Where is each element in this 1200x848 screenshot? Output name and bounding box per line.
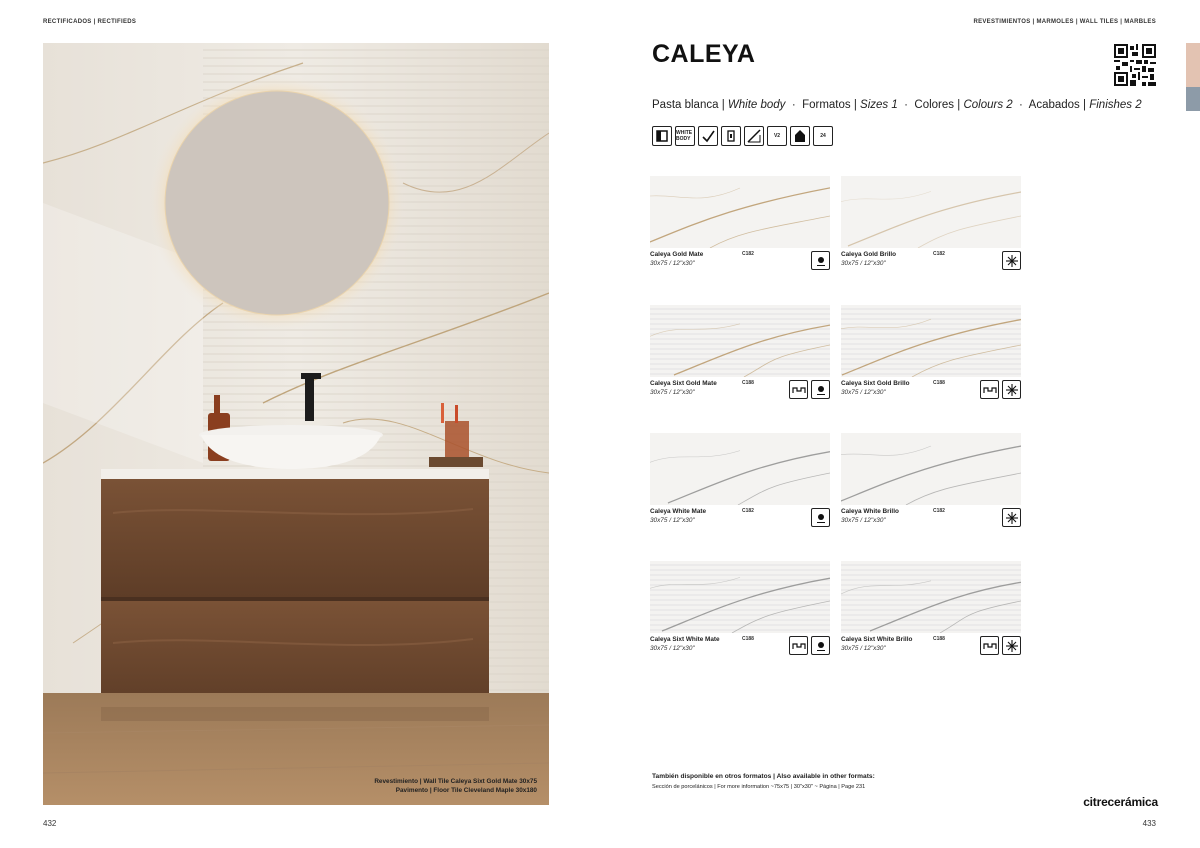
gloss-finish-icon xyxy=(1002,251,1021,270)
spec-icons-row xyxy=(652,126,833,146)
tile-card[interactable] xyxy=(650,305,830,406)
spec-finishes-en: Finishes 2 xyxy=(1089,99,1142,111)
tile-swatch xyxy=(650,176,830,248)
tile-meta xyxy=(650,508,830,534)
tile-card[interactable] xyxy=(841,176,1021,277)
tile-code: C182 xyxy=(933,508,945,514)
availability-note xyxy=(652,771,875,793)
tile-swatch xyxy=(650,561,830,633)
photo-caption xyxy=(374,778,537,795)
running-header-right: REVESTIMIENTOS | MARMOLES | WALL TILES | MARBLES xyxy=(973,19,1156,25)
tile-size: 30x75 / 12"x30" xyxy=(650,645,695,652)
section-tab-blue xyxy=(1186,87,1200,111)
tile-card[interactable] xyxy=(650,561,830,662)
tile-card[interactable] xyxy=(841,433,1021,534)
tile-code: C182 xyxy=(742,508,754,514)
tile-name: Caleya Sixt Gold Brillo xyxy=(841,380,910,387)
tile-meta xyxy=(650,251,830,277)
tile-meta xyxy=(841,636,1021,662)
relief-icon xyxy=(980,636,999,655)
relief-icon xyxy=(980,380,999,399)
bathroom-scene xyxy=(43,43,549,805)
tile-swatch xyxy=(841,305,1021,377)
running-header-left: RECTIFICADOS | RECTIFIEDS xyxy=(43,19,137,25)
brand-logo: citrecerámica xyxy=(1083,795,1158,809)
tile-code: C182 xyxy=(742,251,754,257)
tile-badges xyxy=(789,380,830,399)
product-specs: Pasta blanca | White body · Formatos | Sizes 1 · Colores | Colours 2 · Acabados | Finishes 2 xyxy=(652,99,1142,111)
adhesive-icon xyxy=(790,126,810,146)
tile-name: Caleya Sixt White Mate xyxy=(650,636,720,643)
matte-finish-icon xyxy=(811,508,830,527)
tile-meta xyxy=(650,380,830,406)
tile-badges xyxy=(811,508,830,527)
tile-code: C188 xyxy=(933,636,945,642)
relief-icon xyxy=(789,380,808,399)
box-icon: 24 xyxy=(813,126,833,146)
spec-sizes-en: Sizes 1 xyxy=(860,99,898,111)
tile-card[interactable] xyxy=(841,305,1021,406)
spec-colours-es: Colores xyxy=(914,99,955,111)
tile-code: C188 xyxy=(933,380,945,386)
bathroom-photo xyxy=(43,43,549,805)
rectified-icon xyxy=(652,126,672,146)
tile-badges xyxy=(789,636,830,655)
tile-name: Caleya White Mate xyxy=(650,508,707,515)
tile-name: Caleya Gold Brillo xyxy=(841,251,897,258)
tile-swatch xyxy=(650,305,830,377)
caption-wall-tile: Revestimiento | Wall Tile Caleya Sixt Gold Mate 30x75 xyxy=(374,778,537,785)
tile-badges xyxy=(811,251,830,270)
wall-tile-icon xyxy=(721,126,741,146)
tile-meta xyxy=(650,636,830,662)
tile-name: Caleya White Brillo xyxy=(841,508,899,515)
tile-name: Caleya Gold Mate xyxy=(650,251,704,258)
tile-name: Caleya Sixt White Brillo xyxy=(841,636,913,643)
tile-size: 30x75 / 12"x30" xyxy=(841,517,886,524)
tile-swatch xyxy=(841,561,1021,633)
caption-floor-tile: Pavimento | Floor Tile Cleveland Maple 30x180 xyxy=(395,786,537,794)
spec-colours-en: Colours 2 xyxy=(963,99,1013,111)
tile-badges xyxy=(980,636,1021,655)
tile-size: 30x75 / 12"x30" xyxy=(841,645,886,652)
tile-badges xyxy=(1002,251,1021,270)
tile-badges xyxy=(1002,508,1021,527)
availability-line-1: También disponible en otros formatos | Also available in other formats: xyxy=(652,773,875,780)
relief-icon xyxy=(789,636,808,655)
spec-body-en: White body xyxy=(727,99,786,111)
product-title: CALEYA xyxy=(652,40,756,68)
spec-finishes-es: Acabados xyxy=(1028,99,1080,111)
page-number-left: 432 xyxy=(43,819,57,828)
white-body-icon: WHITE BODY xyxy=(675,126,695,146)
spec-body-es: Pasta blanca xyxy=(652,99,719,111)
qr-code-icon[interactable] xyxy=(1114,44,1156,86)
availability-line-2: Sección de porcelánicos | For more information ~75x75 | 30"x30" ~ Página | Page 231 xyxy=(652,784,866,790)
check-quality-icon xyxy=(698,126,718,146)
tile-code: C188 xyxy=(742,636,754,642)
tile-card[interactable] xyxy=(841,561,1021,662)
page-number-right: 433 xyxy=(1142,819,1156,828)
tile-name: Caleya Sixt Gold Mate xyxy=(650,380,717,387)
tile-code: C188 xyxy=(742,380,754,386)
tile-badges xyxy=(980,380,1021,399)
tile-card[interactable] xyxy=(650,433,830,534)
tile-swatch xyxy=(841,176,1021,248)
tile-size: 30x75 / 12"x30" xyxy=(841,260,886,267)
gloss-finish-icon xyxy=(1002,508,1021,527)
matte-finish-icon xyxy=(811,636,830,655)
tile-meta xyxy=(841,251,1021,277)
tile-size: 30x75 / 12"x30" xyxy=(650,389,695,396)
tile-meta xyxy=(841,508,1021,534)
tile-meta xyxy=(841,380,1021,406)
gloss-finish-icon xyxy=(1002,636,1021,655)
tile-swatch xyxy=(841,433,1021,505)
tile-code: C182 xyxy=(933,251,945,257)
matte-finish-icon xyxy=(811,380,830,399)
tile-swatch xyxy=(650,433,830,505)
tile-size: 30x75 / 12"x30" xyxy=(650,517,695,524)
variation-icon: V2 xyxy=(767,126,787,146)
tile-size: 30x75 / 12"x30" xyxy=(650,260,695,267)
matte-finish-icon xyxy=(811,251,830,270)
gloss-finish-icon xyxy=(1002,380,1021,399)
section-tab-tan xyxy=(1186,43,1200,87)
tile-card[interactable] xyxy=(650,176,830,277)
cut-icon xyxy=(744,126,764,146)
spec-sizes-es: Formatos xyxy=(802,99,851,111)
tile-size: 30x75 / 12"x30" xyxy=(841,389,886,396)
